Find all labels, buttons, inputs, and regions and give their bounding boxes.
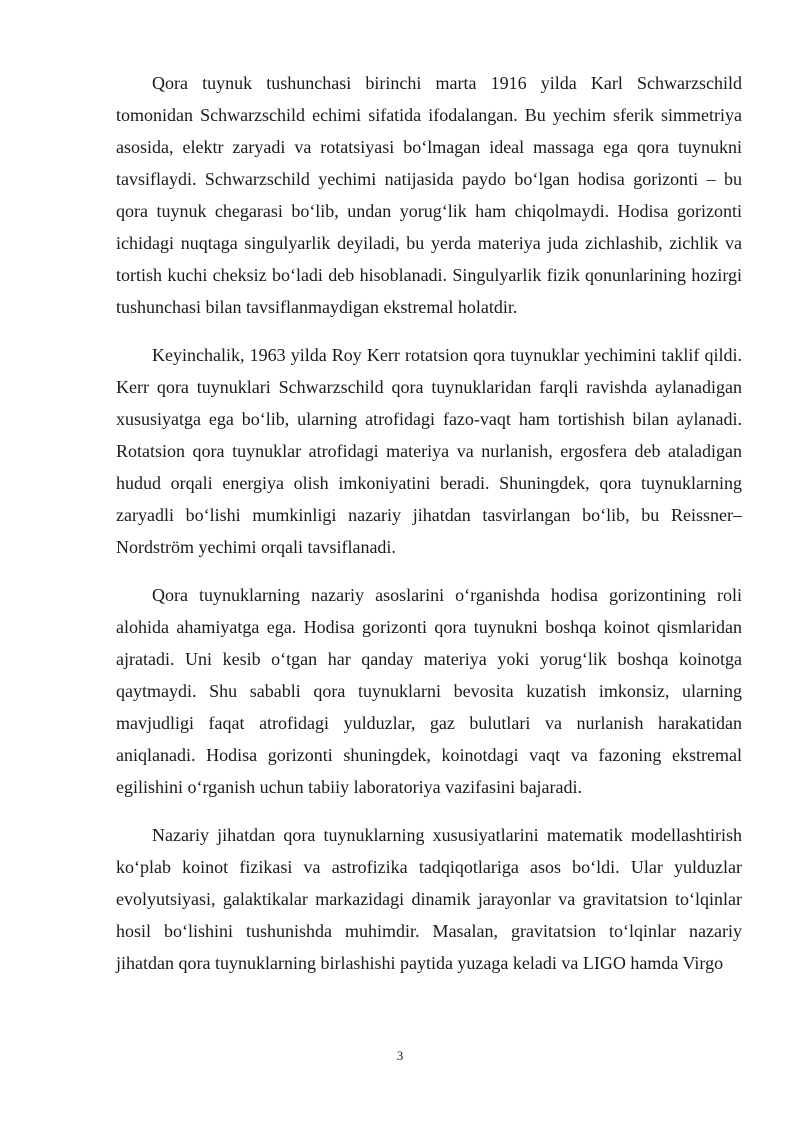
page-body xyxy=(116,67,742,995)
paragraph: Qora tuynuklarning nazariy asoslarini oʻrganishda hodisa gorizontining roli alohida ahamiyatga ega. Hodisa gorizonti qora tuynukni boshqa koinot qismlaridan ajratadi. Uni kesib oʻtgan har qanday materiya yoki yorugʻlik boshqa koinotga qaytmaydi. Shu sababli qora tuynuklarni bevosita kuzatish imkonsiz, ularning mavjudligi faqat atrofidagi yulduzlar, gaz bulutlari va nurlanish harakatidan aniqlanadi. Hodisa gorizonti shuningdek, koinotdagi vaqt va fazoning ekstremal egilishini oʻrganish uchun tabiiy laboratoriya vazifasini bajaradi. xyxy=(116,585,742,797)
paragraph: Keyinchalik, 1963 yilda Roy Kerr rotatsion qora tuynuklar yechimini taklif qildi. Kerr qora tuynuklari Schwarzschild qora tuynuklaridan farqli ravishda aylanadigan xususiyatga ega boʻlib, ularning atrofidagi fazo-vaqt ham tortishish bilan aylanadi. Rotatsion qora tuynuklar atrofidagi materiya va nurlanish, ergosfera deb ataladigan hudud orqali energiya olish imkoniyatini beradi. Shuningdek, qora tuynuklarning zaryadli boʻlishi mumkinligi nazariy jihatdan tasvirlangan boʻlib, bu Reissner–Nordström yechimi orqali tavsiflanadi. xyxy=(116,345,742,557)
paragraph: Nazariy jihatdan qora tuynuklarning xususiyatlarini matematik modellashtirish koʻplab koinot fizikasi va astrofizika tadqiqotlariga asos boʻldi. Ular yulduzlar evolyutsiyasi, galaktikalar markazidagi dinamik jarayonlar va gravitatsion toʻlqinlar hosil boʻlishini tushunishda muhimdir. Masalan, gravitatsion toʻlqinlar nazariy jihatdan qora tuynuklarning birlashishi paytida yuzaga keladi va LIGO hamda Virgo xyxy=(116,825,742,973)
paragraph: Qora tuynuk tushunchasi birinchi marta 1916 yilda Karl Schwarzschild tomonidan Schwarzschild echimi sifatida ifodalangan. Bu yechim sferik simmetriya asosida, elektr zaryadi va rotatsiyasi boʻlmagan ideal massaga ega qora tuynukni tavsiflaydi. Schwarzschild yechimi natijasida paydo boʻlgan hodisa gorizonti – bu qora tuynuk chegarasi boʻlib, undan yorugʻlik ham chiqolmaydi. Hodisa gorizonti ichidagi nuqtaga singulyarlik deyiladi, bu yerda materiya juda zichlashib, zichlik va tortish kuchi cheksiz boʻladi deb hisoblanadi. Singulyarlik fizik qonunlarining hozirgi tushunchasi bilan tavsiflanmaydigan ekstremal holatdir. xyxy=(116,73,742,317)
page-number: 3 xyxy=(396,1048,404,1063)
